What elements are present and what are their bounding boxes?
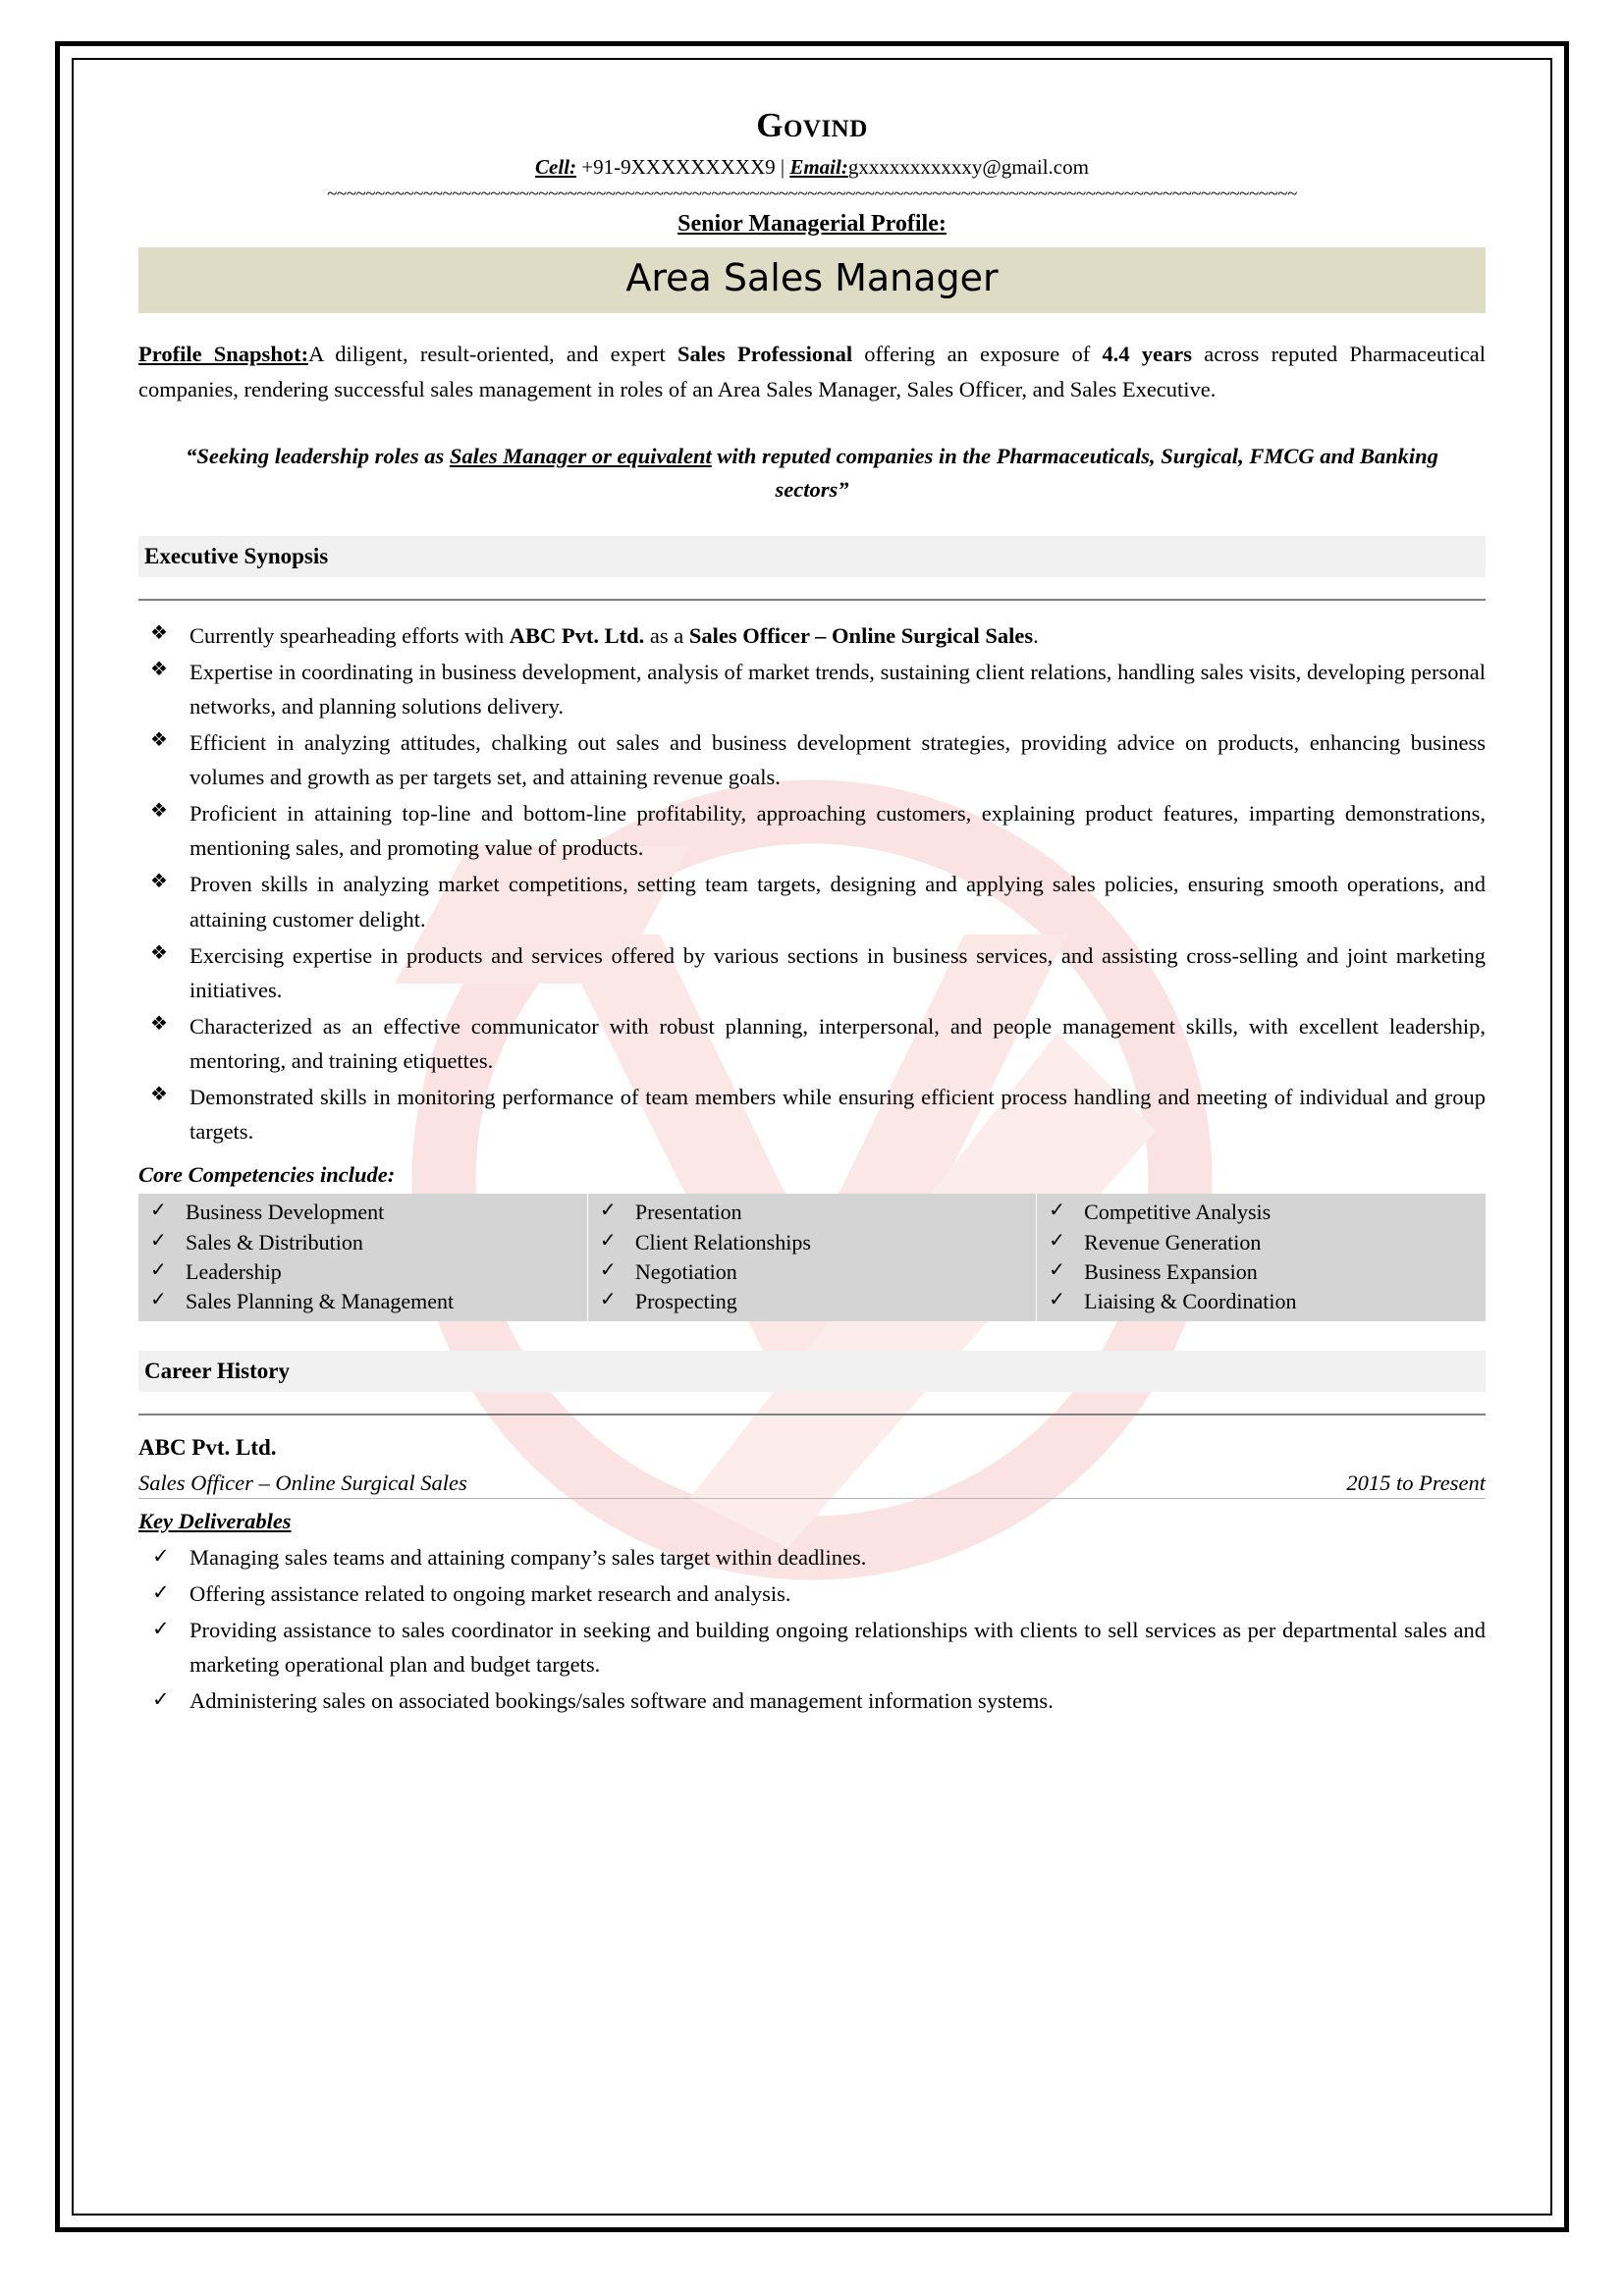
check-icon: ✓: [1049, 1229, 1065, 1252]
snapshot-bold-1: Sales Professional: [677, 342, 853, 367]
contact-line: [138, 155, 1486, 180]
check-icon: ✓: [150, 1289, 167, 1311]
competency-label: Sales & Distribution: [186, 1229, 363, 1255]
competency-label: Business Development: [186, 1200, 385, 1225]
snapshot-text-2: offering an exposure of: [852, 342, 1103, 367]
check-icon: ✓: [152, 1687, 170, 1711]
bullet-text: Proficient in attaining top-line and bottom-line profitability, approaching customers, explaining product features, imparting demonstrations, mentioning sales, and promoting value of products.: [189, 801, 1486, 861]
bullet-text-bold-2: Sales Officer – Online Surgical Sales: [688, 622, 1034, 648]
competency-label: Negotiation: [634, 1258, 737, 1284]
competency-item: [1045, 1287, 1480, 1316]
employer-name: ABC Pvt. Ltd.: [138, 1434, 277, 1460]
diamond-bullet-icon: ❖: [150, 800, 168, 823]
check-icon: ✓: [152, 1543, 170, 1568]
bullet-text-post: .: [1033, 622, 1039, 648]
cell-label: Cell:: [535, 154, 577, 179]
competency-item: [146, 1287, 581, 1316]
check-icon: ✓: [150, 1200, 167, 1222]
competency-item: [146, 1228, 581, 1257]
check-icon: ✓: [599, 1229, 617, 1252]
competency-label: Competitive Analysis: [1084, 1200, 1272, 1225]
competency-item: [596, 1228, 1030, 1257]
competency-item: [1045, 1228, 1480, 1257]
deliverable-text: Managing sales teams and attaining company’s sales target within deadlines.: [189, 1544, 867, 1570]
objective-quote: [178, 440, 1446, 507]
competency-label: Presentation: [634, 1200, 742, 1225]
diamond-bullet-icon: ❖: [150, 729, 168, 752]
job-period: 2015 to Present: [1346, 1469, 1486, 1495]
list-item: [138, 725, 1486, 794]
deliverable-text: Administering sales on associated bookings/sales software and management information systems.: [189, 1688, 1054, 1713]
role-row: [138, 1470, 1486, 1499]
snapshot-text-1: A diligent, result-oriented, and expert: [308, 342, 678, 367]
job-title-banner: Area Sales Manager: [138, 247, 1486, 314]
competency-label: Revenue Generation: [1084, 1229, 1262, 1255]
competency-column-2: [587, 1194, 1036, 1320]
competency-label: Liaising & Coordination: [1084, 1289, 1297, 1314]
section-career-history-title: Career History: [138, 1351, 1486, 1392]
bullet-text: Characterized as an effective communicator with robust planning, interpersonal, and people management skills, with excellent leadership, mentoring, and training etiquettes.: [189, 1013, 1486, 1073]
check-icon: ✓: [599, 1289, 617, 1311]
section-executive-synopsis-title: Executive Synopsis: [138, 536, 1486, 577]
list-item: [138, 938, 1486, 1007]
competency-label: Business Expansion: [1084, 1258, 1258, 1284]
section-rule-executive: [138, 599, 1486, 601]
bullet-text-bold-1: ABC Pvt. Ltd.: [509, 622, 645, 648]
email-label: Email:: [789, 154, 848, 179]
diamond-bullet-icon: ❖: [150, 1012, 168, 1035]
check-icon: ✓: [1049, 1258, 1065, 1281]
bullet-text: Efficient in analyzing attitudes, chalking out sales and business development strategies, providing advice on products, enhancing business volumes and growth as per targets set, and attaining revenue goals.: [189, 730, 1486, 790]
list-item: [138, 1576, 1486, 1611]
list-item: [138, 1080, 1486, 1148]
check-icon: ✓: [150, 1229, 167, 1252]
competency-item: [146, 1257, 581, 1287]
executive-synopsis-list: [138, 618, 1486, 1148]
core-competencies-label: Core Competencies include:: [138, 1162, 396, 1188]
diamond-bullet-icon: ❖: [150, 621, 168, 644]
check-icon: ✓: [599, 1200, 617, 1222]
competency-label: Prospecting: [634, 1289, 737, 1314]
list-item: [138, 1683, 1486, 1718]
job-role: Sales Officer – Online Surgical Sales: [138, 1469, 467, 1495]
bullet-text-pre: Currently spearheading efforts with: [189, 622, 510, 648]
competency-label: Sales Planning & Management: [186, 1289, 455, 1314]
competency-item: [1045, 1257, 1480, 1287]
check-icon: ✓: [1049, 1200, 1065, 1222]
snapshot-text-3: across reputed Pharmaceutical companies, rendering successful sales management in roles of an Area Sales Manager, Sales Officer, and Sales Executive.: [138, 342, 1487, 401]
bullet-text: Demonstrated skills in monitoring performance of team members while ensuring efficient process handling and meeting of individual and group targets.: [189, 1085, 1486, 1145]
list-item: [138, 1009, 1486, 1078]
check-icon: ✓: [150, 1258, 167, 1281]
diamond-bullet-icon: ❖: [150, 871, 168, 893]
competency-item: [596, 1257, 1030, 1287]
quote-part-2: with reputed companies in the Pharmaceuticals, Surgical, FMCG and Banking sectors”: [711, 444, 1438, 503]
page-border-outer: [55, 41, 1569, 2232]
competency-label: Leadership: [186, 1258, 282, 1284]
competency-column-3: [1037, 1194, 1486, 1320]
list-item: [138, 1540, 1486, 1575]
deliverable-text: Providing assistance to sales coordinator in seeking and building ongoing relationships with clients to sell services as per departmental sales and marketing operational plan and budget targets.: [189, 1617, 1486, 1677]
profile-snapshot: [138, 337, 1486, 406]
table-row: [138, 1194, 1486, 1320]
deliverable-text: Offering assistance related to ongoing market research and analysis.: [189, 1580, 791, 1606]
competency-column-1: [138, 1194, 587, 1320]
list-item: [138, 796, 1486, 865]
diamond-bullet-icon: ❖: [150, 1084, 168, 1105]
key-deliverables-label: Key Deliverables: [138, 1508, 292, 1533]
tilde-divider: ~~~~~~~~~~~~~~~~~~~~~~~~~~~~~~~~~~~~~~~~~~~~~~~~~~~~~~~~~~~~~~~~~~~~~~~~~~~~~~~~~~~~~~~~~~~~~~~~~~~~~: [327, 183, 1297, 204]
competency-item: [146, 1198, 581, 1227]
key-deliverables-list: [138, 1540, 1486, 1718]
contact-separator: |: [780, 154, 785, 179]
competency-item: [1045, 1198, 1480, 1227]
quote-part-1: “Seeking leadership roles as: [186, 444, 450, 469]
diamond-bullet-icon: ❖: [150, 658, 168, 680]
bullet-text-mid: as a: [644, 622, 689, 648]
quote-underlined: Sales Manager or equivalent: [449, 444, 712, 469]
candidate-name: Govind: [756, 106, 868, 144]
competency-label: Client Relationships: [634, 1229, 811, 1255]
page-border-inner: [72, 58, 1552, 2216]
snapshot-bold-2: 4.4 years: [1102, 342, 1192, 367]
competency-item: [596, 1198, 1030, 1227]
list-item: [138, 1613, 1486, 1682]
cell-value: +91-9XXXXXXXXX9: [581, 154, 776, 179]
resume-content: [74, 60, 1550, 1718]
check-icon: ✓: [1049, 1289, 1065, 1311]
competency-item: [596, 1287, 1030, 1316]
list-item: [138, 655, 1486, 723]
diamond-bullet-icon: ❖: [150, 941, 168, 964]
check-icon: ✓: [152, 1616, 170, 1640]
bullet-text: Expertise in coordinating in business development, analysis of market trends, sustaining client relations, handling sales visits, developing personal networks, and planning solutions delivery.: [189, 659, 1486, 719]
bullet-text: Exercising expertise in products and services offered by various sections in business services, and assisting cross-selling and joint marketing initiatives.: [189, 942, 1486, 1002]
profile-heading: Senior Managerial Profile:: [677, 210, 947, 237]
list-item: [138, 867, 1486, 935]
email-value: gxxxxxxxxxxxy@gmail.com: [847, 154, 1089, 179]
list-item: [138, 618, 1486, 653]
check-icon: ✓: [152, 1579, 170, 1604]
check-icon: ✓: [599, 1258, 617, 1281]
profile-snapshot-label: Profile Snapshot:: [138, 342, 309, 367]
section-rule-career: [138, 1414, 1486, 1415]
bullet-text: Proven skills in analyzing market competitions, setting team targets, designing and applying sales policies, ensuring smooth operations, and attaining customer delight.: [189, 872, 1486, 932]
core-competencies-table: [138, 1194, 1486, 1320]
